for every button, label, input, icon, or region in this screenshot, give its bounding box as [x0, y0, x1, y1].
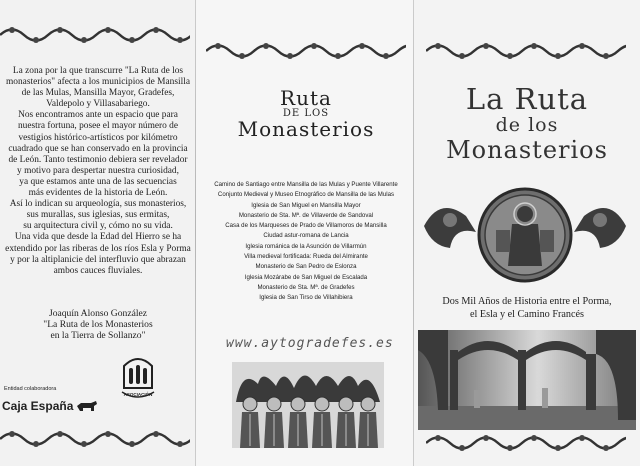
route-item: Iglesia de San Tirso de Villahibiera — [259, 294, 353, 302]
cover-title-line-1: La Ruta — [465, 82, 589, 116]
middle-title — [206, 86, 406, 141]
intro-line: de León. Tanto testimonio debiera ser revelador — [8, 154, 188, 165]
intro-line: La zona por la que transcurre "La Ruta de los — [12, 66, 184, 76]
angels-illustration — [232, 362, 384, 448]
sponsor-name: Caja España — [2, 399, 74, 413]
route-item: Ciudad astur-romana de Lancia — [263, 232, 349, 240]
intro-line: vestigios histórico-artísticos por kilómetro — [18, 132, 178, 143]
intro-line: de las Mulas, Mansilla Mayor, Gradefes, — [21, 88, 175, 99]
intro-line: su arquitectura civil y, cómo no su vida. — [23, 221, 173, 232]
book-title-line: en la Tierra de Sollanzo" — [50, 330, 146, 341]
intro-line: cuadrado que se han conservado en la provincia — [8, 143, 188, 154]
ornament-band-left-bottom — [0, 428, 190, 450]
tetramorph-medallion — [420, 186, 630, 284]
route-list — [200, 180, 412, 304]
intro-line: ya que estamos ante una de las secuencias — [19, 176, 177, 187]
intro-text — [0, 66, 196, 277]
cover-title — [428, 84, 626, 164]
subtitle-line-1: Dos Mil Años de Historia entre el Porma, — [442, 296, 612, 307]
title-word-de-los: DE LOS — [282, 108, 330, 119]
intro-line: Una vida que desde la Edad del Hierro se ha — [14, 232, 182, 243]
ornament-band-right-top — [426, 40, 626, 62]
intro-line: sus murallas, sus iglesias, sus ermitas, — [26, 210, 170, 221]
author-name: Joaquín Alonso González — [48, 308, 148, 319]
association-logo — [118, 352, 158, 414]
association-label: ASOCIACIÓN — [123, 392, 153, 397]
title-word-monasterios: Monasterios — [237, 117, 375, 141]
intro-line: y por la altiplanicie del interfluvio que abrazan — [10, 254, 186, 265]
intro-line: nuestra fortuna, posee el mayor número de — [17, 121, 179, 132]
intro-line: Nos encontramos ante un espacio que para — [18, 110, 178, 121]
subtitle-line-2: el Esla y el Camino Francés — [469, 308, 584, 320]
route-item: Monasterio de Sta. Mª. de Gradefes — [257, 283, 355, 291]
cloister-photo — [418, 330, 636, 430]
signature — [0, 308, 196, 341]
title-word-ruta: Ruta — [280, 86, 332, 110]
intro-line: ambos cauces fluviales. — [53, 265, 143, 276]
route-item: Monasterio de Sta. Mª. de Villaverde de Sandoval — [238, 211, 374, 219]
collab-label: Entidad colaboradora — [4, 386, 57, 392]
route-item: Casa de los Marqueses de Prado de Villamoros de Mansilla — [225, 222, 387, 230]
route-item: Iglesia de San Miguel en Mansilla Mayor — [251, 201, 361, 209]
ornament-band-left-top — [0, 24, 190, 46]
ornament-band-middle-top — [206, 40, 406, 62]
intro-line: Valdepolo y Villasabariego. — [46, 99, 150, 110]
ornament-band-right-bottom — [426, 432, 626, 454]
cover-title-line-3: Monasterios — [446, 136, 608, 164]
route-item: Iglesia románica de la Asunción de Villarmún — [245, 242, 367, 250]
cover-subtitle — [416, 296, 638, 321]
route-item: Camino de Santiago entre Mansilla de las Mulas y Puente Villarente — [214, 181, 398, 188]
route-item: Conjunto Medieval y Museo Etnográfico de Mansilla de las Mulas — [217, 191, 395, 199]
cover-title-line-2: de los — [495, 114, 559, 136]
intro-line: extendido por las riberas de los ríos Esla y Porma — [5, 243, 191, 254]
route-item: Villa medieval fortificada: Rueda del Almirante — [244, 253, 368, 261]
sponsor-logo — [2, 399, 98, 413]
book-title-line: "La Ruta de los Monasterios — [43, 319, 153, 330]
intro-line: Así lo indican su arqueología, sus monasterios, — [9, 199, 187, 210]
bull-icon — [76, 400, 98, 412]
route-item: Monasterio de San Pedro de Eslonza — [255, 263, 357, 271]
intro-line: más evidentes de la historia de León. — [28, 188, 168, 199]
intro-line: y motivo para despertar nuestra curiosidad, — [17, 165, 179, 176]
intro-line: monasterios" afecta a los municipios de Mansilla — [6, 77, 190, 88]
website-url[interactable]: www.aytogradefes.es — [226, 336, 394, 351]
route-item: Iglesia Mozárabe de San Miguel de Escalada — [244, 273, 368, 281]
